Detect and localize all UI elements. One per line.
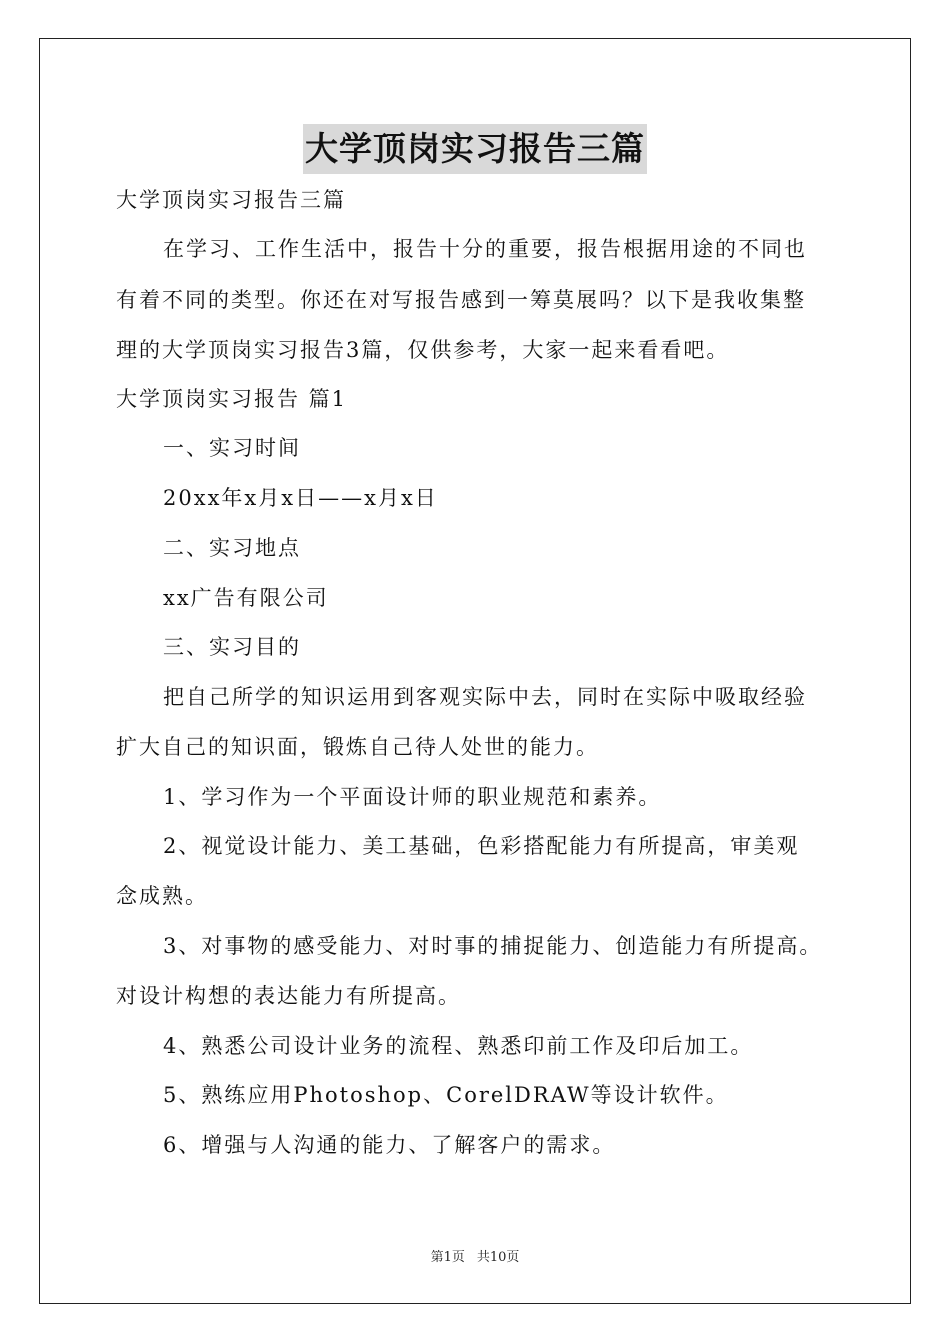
paragraph-line: 5、熟练应用Photoshop、CorelDRAW等设计软件。	[163, 1083, 729, 1107]
paragraph-line: 一、实习时间	[163, 436, 301, 460]
paragraph-line: 有着不同的类型。你还在对写报告感到一筹莫展吗？以下是我收集整	[116, 288, 806, 312]
page-footer	[0, 1246, 950, 1265]
section-heading: 大学顶岗实习报告 篇1	[116, 387, 348, 411]
paragraph-line: xx广告有限公司	[163, 586, 329, 610]
paragraph-line: 2、视觉设计能力、美工基础，色彩搭配能力有所提高，审美观	[163, 834, 800, 858]
subtitle-line: 大学顶岗实习报告三篇	[116, 188, 346, 212]
paragraph-line: 理的大学顶岗实习报告3篇，仅供参考，大家一起来看看吧。	[116, 338, 730, 362]
paragraph-line: 二、实习地点	[163, 536, 301, 560]
paragraph-line: 4、熟悉公司设计业务的流程、熟悉印前工作及印后加工。	[163, 1034, 754, 1058]
paragraph-line: 三、实习目的	[163, 635, 301, 659]
document-title: 大学顶岗实习报告三篇	[303, 124, 647, 174]
paragraph-line: 6、增强与人沟通的能力、了解客户的需求。	[163, 1133, 616, 1157]
title-container	[0, 124, 950, 174]
paragraph-line: 扩大自己的知识面，锻炼自己待人处世的能力。	[116, 735, 599, 759]
paragraph-line: 把自己所学的知识运用到客观实际中去，同时在实际中吸取经验	[163, 685, 807, 709]
page-border	[39, 38, 911, 1304]
paragraph-line: 3、对事物的感受能力、对时事的捕捉能力、创造能力有所提高。	[163, 934, 823, 958]
paragraph-line: 在学习、工作生活中，报告十分的重要，报告根据用途的不同也	[163, 237, 807, 261]
paragraph-line: 念成熟。	[116, 884, 208, 908]
paragraph-line: 20xx年x月x日——x月x日	[163, 486, 438, 510]
paragraph-line: 1、学习作为一个平面设计师的职业规范和素养。	[163, 785, 662, 809]
page-number: 第1页	[430, 1250, 465, 1265]
paragraph-line: 对设计构想的表达能力有所提高。	[116, 984, 461, 1008]
page-total: 共10页	[476, 1250, 520, 1265]
